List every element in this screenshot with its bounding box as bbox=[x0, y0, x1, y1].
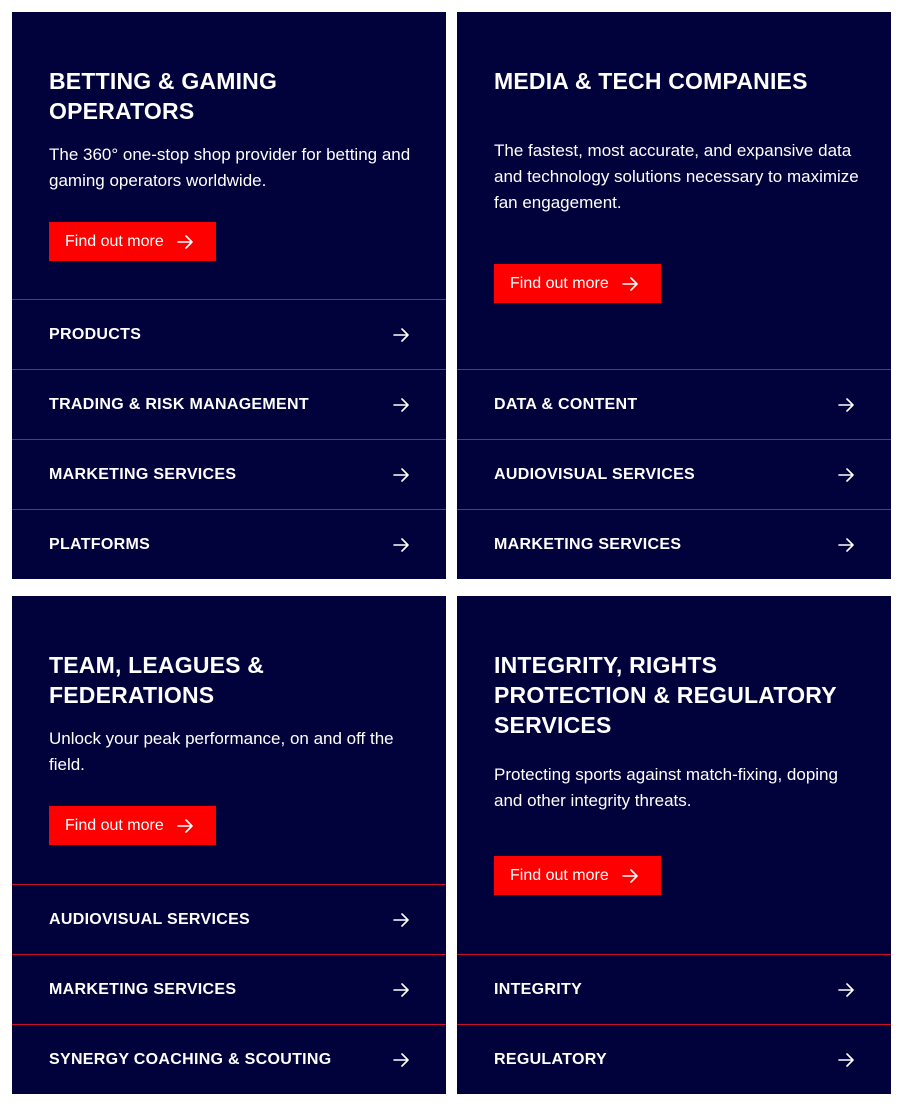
arrow-right-icon bbox=[393, 538, 410, 552]
link-integrity[interactable] bbox=[457, 954, 891, 1024]
card-link-list bbox=[457, 954, 891, 1094]
arrow-right-icon bbox=[177, 235, 194, 249]
find-out-more-button[interactable] bbox=[494, 264, 661, 303]
find-out-more-label: Find out more bbox=[510, 866, 609, 884]
card-betting-gaming-operators bbox=[12, 12, 446, 579]
arrow-right-icon bbox=[393, 1053, 410, 1067]
card-description: Protecting sports against match-fixing, doping and other integrity threats. bbox=[494, 765, 838, 810]
arrow-right-icon bbox=[838, 1053, 855, 1067]
link-label: INTEGRITY bbox=[494, 980, 583, 998]
card-team-leagues-federations bbox=[12, 596, 446, 1094]
link-label: TRADING & RISK MANAGEMENT bbox=[49, 395, 309, 413]
link-platforms[interactable] bbox=[12, 509, 446, 579]
card-link-list bbox=[12, 299, 446, 579]
link-synergy-coaching-scouting[interactable] bbox=[12, 1024, 446, 1094]
find-out-more-button[interactable] bbox=[494, 856, 661, 895]
arrow-right-icon bbox=[838, 538, 855, 552]
arrow-right-icon bbox=[177, 819, 194, 833]
link-regulatory[interactable] bbox=[457, 1024, 891, 1094]
link-marketing-services[interactable] bbox=[457, 509, 891, 579]
card-title: INTEGRITY, RIGHTS PROTECTION & REGULATORY SERVICES bbox=[494, 652, 837, 738]
card-title: BETTING & GAMING OPERATORS bbox=[49, 68, 278, 124]
arrow-right-icon bbox=[838, 398, 855, 412]
card-link-list bbox=[12, 884, 446, 1094]
link-label: PRODUCTS bbox=[49, 325, 142, 343]
link-label: MARKETING SERVICES bbox=[49, 465, 237, 483]
arrow-right-icon bbox=[393, 468, 410, 482]
arrow-right-icon bbox=[393, 983, 410, 997]
arrow-right-icon bbox=[393, 913, 410, 927]
card-link-list bbox=[457, 369, 891, 579]
link-data-content[interactable] bbox=[457, 369, 891, 439]
card-title: TEAM, LEAGUES & FEDERATIONS bbox=[49, 652, 265, 708]
arrow-right-icon bbox=[838, 983, 855, 997]
link-audiovisual-services[interactable] bbox=[12, 884, 446, 954]
find-out-more-label: Find out more bbox=[65, 232, 164, 250]
link-label: PLATFORMS bbox=[49, 535, 151, 553]
find-out-more-label: Find out more bbox=[510, 274, 609, 292]
link-products[interactable] bbox=[12, 299, 446, 369]
link-label: DATA & CONTENT bbox=[494, 395, 638, 413]
find-out-more-button[interactable] bbox=[49, 222, 216, 261]
find-out-more-button[interactable] bbox=[49, 806, 216, 845]
arrow-right-icon bbox=[622, 869, 639, 883]
arrow-right-icon bbox=[393, 328, 410, 342]
link-label: AUDIOVISUAL SERVICES bbox=[49, 910, 251, 928]
card-description: The fastest, most accurate, and expansive data and technology solutions necessary to maximize fan engagement. bbox=[494, 141, 859, 212]
card-title: MEDIA & TECH COMPANIES bbox=[494, 68, 808, 94]
arrow-right-icon bbox=[393, 398, 410, 412]
link-label: MARKETING SERVICES bbox=[494, 535, 682, 553]
arrow-right-icon bbox=[622, 277, 639, 291]
find-out-more-label: Find out more bbox=[65, 816, 164, 834]
link-audiovisual-services[interactable] bbox=[457, 439, 891, 509]
link-marketing-services[interactable] bbox=[12, 439, 446, 509]
card-integrity-rights-regulatory bbox=[457, 596, 891, 1094]
link-label: AUDIOVISUAL SERVICES bbox=[494, 465, 696, 483]
card-media-tech-companies bbox=[457, 12, 891, 579]
link-label: SYNERGY COACHING & SCOUTING bbox=[49, 1050, 332, 1068]
link-marketing-services[interactable] bbox=[12, 954, 446, 1024]
arrow-right-icon bbox=[838, 468, 855, 482]
card-description: The 360° one-stop shop provider for betting and gaming operators worldwide. bbox=[49, 145, 411, 190]
link-label: MARKETING SERVICES bbox=[49, 980, 237, 998]
card-description: Unlock your peak performance, on and off the field. bbox=[49, 729, 394, 774]
link-trading-risk-management[interactable] bbox=[12, 369, 446, 439]
link-label: REGULATORY bbox=[494, 1050, 607, 1068]
